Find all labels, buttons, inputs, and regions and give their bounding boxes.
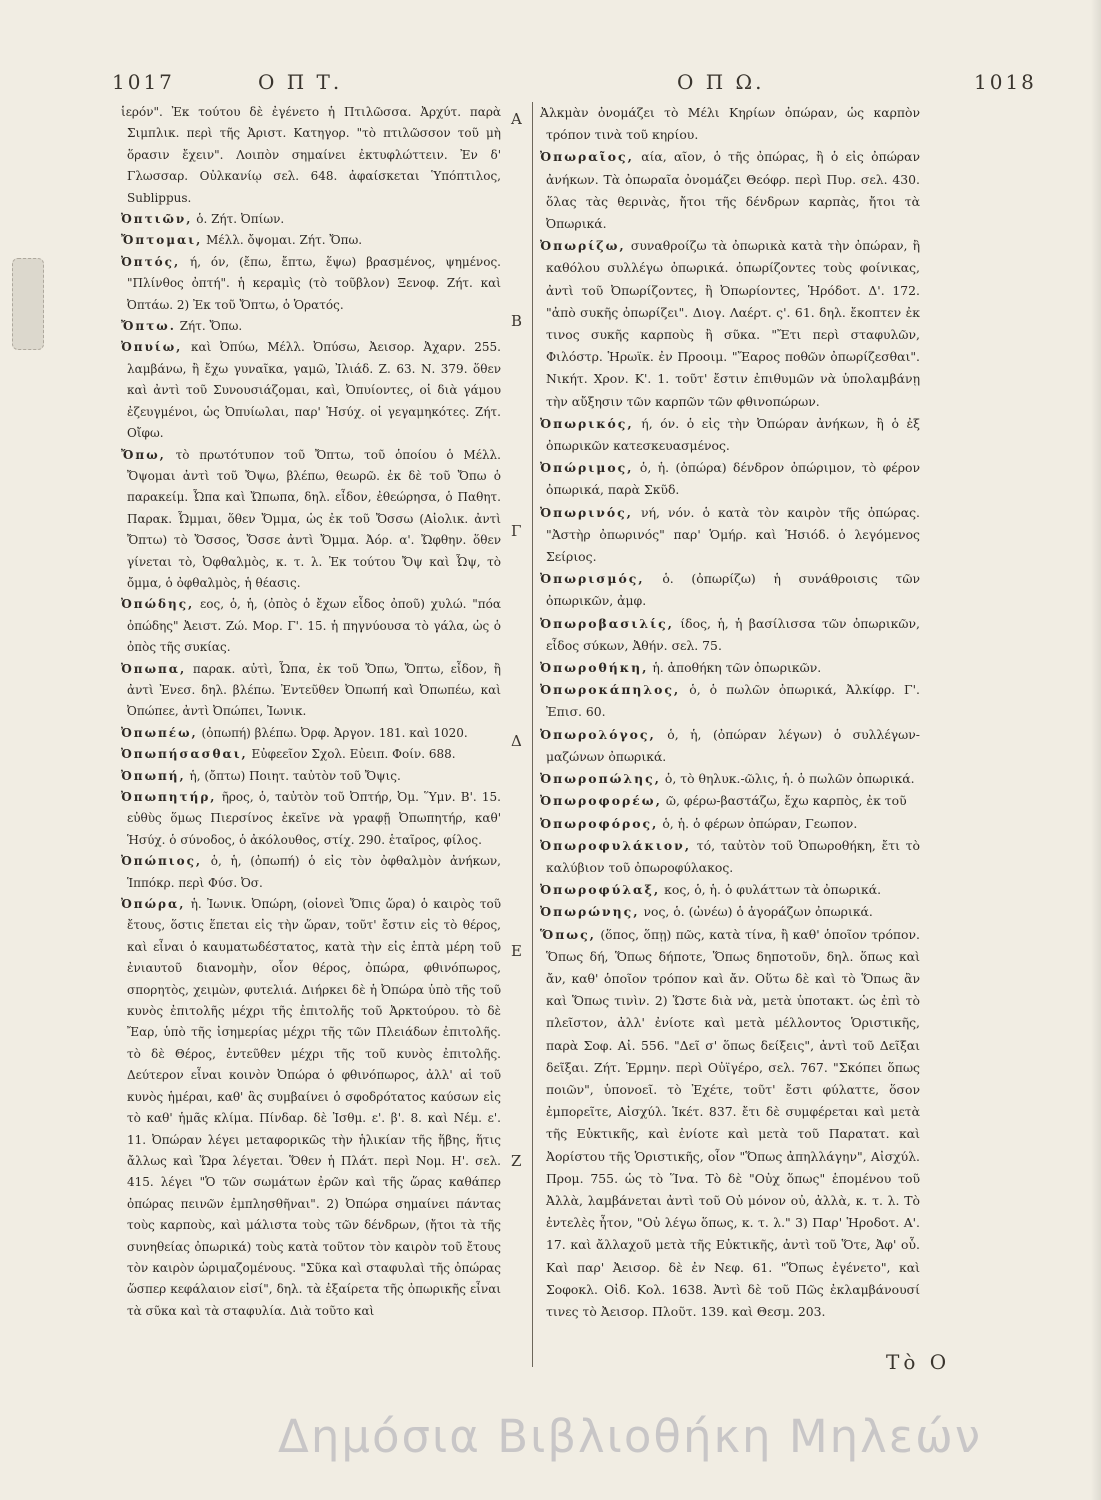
margin-letter: Β (511, 312, 523, 330)
entry-headword: Ὀπωροφόρος, (540, 815, 659, 831)
margin-letter: Ζ (511, 1152, 522, 1170)
dictionary-entry (121, 851, 501, 894)
dictionary-entry (540, 724, 920, 768)
library-watermark: Δημόσια Βιβλιοθήκη Μηλεών (278, 1410, 982, 1463)
dictionary-entry (121, 209, 501, 230)
entry-text: ὁ, ἡ. ὁ φέρων ὀπώραν, Γεωπον. (662, 815, 858, 831)
entry-text: νος, ὁ. (ὠνέω) ὁ ἀγοράζων ὀπωρικά. (643, 904, 873, 920)
entry-text: ὁ, ὁ πωλῶν ὀπωρικά, Ἀλκίφρ. Γ'. Ἐπισ. 60. (546, 682, 920, 720)
dictionary-entry (540, 102, 920, 146)
dictionary-entry (540, 502, 920, 569)
entry-text: ἡ. Ἰωνικ. Ὀπώρη, (οἱονεὶ Ὄπις ὥρα) ὁ καιρὸς τοῦ ἔτους, ὅστις ἕπεται εἰς τὴν ὥραν, τοῦτ' ἔστιν εἰς τὸ θέρος, καὶ εἶναι ὁ καυματωδέστατος, κατὰ τὴν εἰς ἑπτὰ μέρη τοῦ ἐνιαυτοῦ διανομὴν, οἷον θέρος, ὀπώρα, φθινόπωρος, σπορητὸς, χειμὼν, φυτελιά. Διήρκει δὲ ἡ Ὀπώρα ὑπὸ τῆς τοῦ κυνὸς ἐπιτολῆς μέχρι τῆς ἐπιτολῆς τοῦ Ἀρκτούρου. τὸ δὲ Ἔαρ, ὑπὸ τῆς ἰσημερίας μέχρι τῆς τῶν Πλειάδων ἐπιτολῆς. τὸ δὲ Θέρος, ἐντεῦθεν μέχρι τῆς τοῦ κυνὸς ἐπιτολῆς. Δεύτερον εἶναι κοινὸν Ὀπώρα ὁ φθινόπωρος, ἀλλ' αἱ τοῦ κυνὸς ἡμέραι, καθ' ἃς συμβαίνει ὁ σφοδρότατος καύσων εἰς τὸ καθ' ἡμᾶς κλίμα. Πίνδαρ. δὲ Ἰσθμ. ε'. β'. 8. καὶ Νέμ. ε'. 11. Ὀπώραν λέγει μεταφορικῶς τὴν ἡλικίαν τῆς ἥβης, ἥτις ἄλλως καὶ Ὥρα λέγεται. Ὅθεν ἡ Πλάτ. περὶ Νομ. Η'. σελ. 415. λέγει "Ὁ τῶν σωμάτων ἐρῶν καὶ τῆς ὥρας καθάπερ ὀπώρας πεινῶν ἐμπλησθῆναι". 2) Ὀπώρα σημαίνει πάντας τοὺς καρποὺς, καὶ μάλιστα τοὺς τῶν δένδρων, (ἤτοι τὰ τῆς συνηθείας ὀπωρικά) τοὺς κατὰ τοῦτον τὸν καιρὸν τοῦ ἔτους τὸν καιρὸν ὡριμαζομένους. "Σῦκα καὶ σταφυλαὶ τῆς ὀπώρας ὥσπερ κεφάλαιον εἰσί", δηλ. τὰ ἐξαίρετα τῆς ὀπωρικῆς εἶναι τὰ σῦκα καὶ τὰ σταφυλία. Διὰ τοῦτο καὶ (127, 897, 501, 1318)
dictionary-entry (540, 568, 920, 612)
margin-letter: Α (511, 110, 522, 128)
dictionary-entry (540, 613, 920, 657)
entry-text: ὁ. (ὀπωρίζω) ἡ συνάθροισις τῶν ὀπωρικῶν, ἀμφ. (546, 571, 920, 609)
entry-headword: Ὀπωρικός, (540, 415, 634, 431)
entry-headword: Ὀπτιῶν, (121, 212, 193, 227)
entry-text: ἡ. ἀποθήκη τῶν ὀπωρικῶν. (652, 660, 822, 676)
entry-headword: Ὀπωπα, (121, 661, 187, 676)
entry-text: κος, ὁ, ἡ. ὁ φυλάττων τὰ ὀπωρικά. (664, 882, 882, 898)
left-column (121, 102, 501, 1322)
entry-headword: Ὀπωροθήκη, (540, 660, 649, 676)
entry-headword: Ὀπωροφύλαξ, (540, 882, 661, 898)
entry-headword: Ὀπτός, (121, 254, 181, 269)
entry-headword: Ὄπω, (121, 447, 166, 462)
entry-text: τό, ταὐτὸν τοῦ Ὀπωροθήκη, ἔτι τὸ καλύβιον τοῦ ὀπωροφύλακος. (546, 837, 920, 875)
dictionary-entry (121, 787, 501, 851)
entry-text: ὁ, ἡ. (ὀπώρα) δένδρον ὀπώριμον, τὸ φέρον ὀπωρικά, παρὰ Σκῦδ. (546, 460, 920, 498)
entry-text: ἱερόν". Ἐκ τούτου δὲ ἐγένετο ἡ Πτιλῶσσα. Ἀρχύτ. παρὰ Σιμπλικ. περὶ τῆς Ἀριστ. Κατηγορ. "τὸ πτιλῶσσον τοῦ μὴ ὅρασιν ἔχειν". Λοιπὸν σημαίνει ἐκτυφλώττειν. Ἐν δ' Γλωσσαρ. Οὐλκανίῳ σελ. 648. ἀφαίσκεται Ὑπόπτιλος, Sublippus. (121, 105, 501, 205)
entry-headword: Ὀπώρα, (121, 897, 186, 912)
entry-headword: Ὀπωροκάπηλος, (540, 682, 681, 698)
entry-text: (ὅπος, ὅπῃ) πῶς, κατὰ τίνα, ἢ καθ' ὁποῖον τρόπον. Ὅπως δή, Ὅπως δήποτε, Ὅπως δηποτοῦν, δηλ. ὅπως καὶ ἄν, καθ' ὁποῖον τρόπον καὶ ἄν. Οὕτω δὲ καὶ τὸ Ὅπως ἂν καὶ Ὅπως τινὶν. 2) Ὥστε διὰ νὰ, μετὰ ὑποτακτ. ὡς ἐπὶ τὸ πλεῖστον, ἀλλ' ἐνίοτε καὶ μετὰ μέλλοντος Ὁριστικῆς, παρὰ Σοφ. Αἰ. 556. "Δεῖ σ' ὅπως δείξεις", ἀντὶ τοῦ Δεῖξαι δεῖξαι. Ζήτ. Ἑρμην. περὶ Οὐϊγέρο, σελ. 767. "Σκόπει ὅπως ποιῶν", ὑπονοεῖ. τὸ Ἐχέτε, τοῦτ' ἔστι φύλαττε, ὅσον ἐμπορεῖτε, Αἰσχύλ. Ἱκέτ. 837. ἔτι δὲ συμφέρεται καὶ μετὰ τῆς Εὐκτικῆς, καὶ ἐνίοτε καὶ μετὰ τοῦ Παρατατ. καὶ Ἀορίστου τῆς Ὁριστικῆς, οἷον "Ὅπως ἀπηλλάγην", Αἰσχύλ. Προμ. 755. ὡς τὸ Ἵνα. Τὸ δὲ "Οὐχ ὅπως" ἑπομένου τοῦ Ἀλλὰ, λαμβάνεται ἀντὶ τοῦ Οὐ μόνον οὐ, ἀλλὰ, κ. τ. λ. Τὸ ἐντελὲς ἦτον, "Οὐ λέγω ὅπως, κ. τ. λ." 3) Παρ' Ἡροδοτ. Α'. 17. καὶ ἄλλαχοῦ μετὰ τῆς Εὐκτικῆς, ἀντὶ τοῦ Ὅτε, Ἀφ' οὗ. Καὶ παρ' Ἀεισορ. δὲ ἐν Νεφ. 61. "Ὅπως ἐγένετο", καὶ Σοφοκλ. Οἰδ. Κολ. 1638. Ἀντὶ δὲ τοῦ Πῶς ἐκλαμβάνουσί τινες τὸ Ἀεισορ. Πλοῦτ. 139. καὶ Θεσμ. 203. (546, 926, 920, 1319)
entry-text: ὁ. Ζήτ. Ὀπίων. (196, 212, 285, 227)
entry-headword: Ὀπώριμος, (540, 460, 634, 476)
entry-text: (ὀπωπή) βλέπω. Ὀρφ. Ἀργον. 181. καὶ 1020. (201, 725, 468, 740)
dictionary-entry (121, 337, 501, 444)
margin-letter: Γ (511, 522, 522, 540)
entry-text: παρακ. αὐτὶ, Ὦπα, ἐκ τοῦ Ὄπω, Ὄπτω, εἶδον, ἢ ἀντὶ Ἐνεσ. δηλ. βλέπω. Ἐντεῦθεν Ὀπωπή καὶ Ὀπωπέω, καὶ Ὀπώπεε, ἀντὶ Ὀπώπει, Ἰωνικ. (127, 661, 501, 719)
dictionary-entry (121, 102, 501, 209)
dictionary-entry (540, 901, 920, 923)
dictionary-entry (540, 457, 920, 501)
dictionary-entry (540, 790, 920, 812)
entry-headword: Ὀπωροβασιλίς, (540, 615, 674, 631)
dictionary-entry (540, 879, 920, 901)
entry-headword: Ὀπωπήσασθαι, (121, 747, 248, 762)
entry-text: Ζήτ. Ὄπω. (179, 319, 243, 334)
left-page-number: 1017 (112, 70, 175, 94)
entry-text: Ἀλκμὰν ὀνομάζει τὸ Μέλι Κηρίων ὀπώραν, ὡς καρπὸν τρόπον τινὰ τοῦ κηρίου. (540, 105, 920, 143)
right-running-headword: Ο Π Ω. (677, 70, 765, 94)
dictionary-entry (121, 316, 501, 337)
dictionary-entry (540, 768, 920, 790)
margin-letter: Δ (511, 732, 522, 750)
entry-headword: Ὀπωρινός, (540, 504, 633, 520)
entry-headword: Ὀπωπητήρ, (121, 790, 217, 804)
entry-text: ή, όν, (ἔπω, ἔπτω, ἕψω) βρασμένος, ψημένος. "Πλίνθος ὀπτή". ἡ κεραμὶς (τὸ τοῦβλον) Ξενοφ. Ζήτ. καὶ Ὀπτάω. 2) Ἐκ τοῦ Ὄπτω, ὁ Ὁρατός. (127, 254, 501, 312)
library-stamp (12, 258, 44, 350)
entry-text: ίδος, ἡ, ἡ βασίλισσα τῶν ὀπωρικῶν, εἶδος σύκων, Ἀθήν. σελ. 75. (546, 615, 920, 653)
entry-headword: Ὀπωρισμός, (540, 571, 645, 587)
entry-text: τὸ πρωτότυπον τοῦ Ὄπτω, τοῦ ὁποίου ὁ Μέλλ. Ὄψομαι ἀντὶ τοῦ Ὄψω, βλέπω, θεωρῶ. ἐκ δὲ τοῦ Ὄπω ὁ παρακείμ. Ὦπα καὶ Ὤπωπα, δηλ. εἶδον, ἐθεώρησα, ὁ Παθητ. Παρακ. Ὦμμαι, ὅθεν Ὄμμα, ὡς ἐκ τοῦ Ὄσσω (Αἰολικ. ἀντὶ Ὄπτω) τὸ Ὄσσος, Ὄσσε ἀντὶ Ὄμμα. Ἀόρ. α'. Ὤφθην. ὅθεν γίνεται τὸ, Ὀφθαλμὸς, κ. τ. λ. Ἐκ τούτου Ὄψ καὶ Ὦψ, τὸ ὄμμα, ὁ ὀφθαλμὸς, ἡ θέασις. (127, 447, 501, 590)
right-page-number: 1018 (974, 70, 1037, 94)
page-edge-shadow (1091, 0, 1101, 1500)
entry-text: Μέλλ. ὄψομαι. Ζήτ. Ὄπω. (206, 233, 363, 248)
dictionary-entry (121, 894, 501, 1322)
entry-headword: Ὀπωροφορέω, (540, 793, 662, 809)
column-divider (532, 102, 533, 1367)
dictionary-entry (121, 230, 501, 251)
dictionary-entry (540, 146, 920, 235)
entry-headword: Ὀπωροφυλάκιον, (540, 837, 692, 853)
entry-headword: Ὀπωρίζω, (540, 238, 626, 254)
entry-headword: Ὀπωροπώλης, (540, 771, 661, 787)
entry-headword: Ὀπωπέω, (121, 725, 198, 740)
entry-headword: Ὀπωπή, (121, 768, 186, 783)
dictionary-entry (540, 657, 920, 679)
entry-headword: Ὀπώδης, (121, 597, 195, 612)
dictionary-entry (540, 924, 920, 1324)
dictionary-entry (121, 766, 501, 787)
dictionary-entry (121, 659, 501, 723)
entry-text: ὁ, τὸ θηλυκ.-ῶλις, ἡ. ὁ πωλῶν ὀπωρικά. (664, 771, 915, 787)
catchword: Τὸ Ο (886, 1350, 951, 1374)
dictionary-entry (121, 594, 501, 658)
margin-letter: Ε (511, 942, 522, 960)
entry-text: νή, νόν. ὁ κατὰ τὸν καιρὸν τῆς ὀπώρας. "Ἀστὴρ ὀπωρινός" παρ' Ὁμήρ. καὶ Ἡσιόδ. ὁ λεγόμενος Σείριος. (546, 504, 920, 565)
entry-text: ῶ, φέρω-βαστάζω, ἔχω καρπὸς, ἐκ τοῦ (665, 793, 907, 809)
entry-headword: Ὀπωραῖος, (540, 149, 634, 165)
entry-text: καὶ Ὀπύω, Μέλλ. Ὀπύσω, Ἀεισορ. Ἀχαρν. 255. λαμβάνω, ἢ ἔχω γυναῖκα, γαμῶ, Ἰλιάδ. Ζ. 63. Ν. 379. ὅθεν καὶ ἀντὶ τοῦ Συνουσιάζομαι, καὶ, Ὀπυίοντες, οἱ διὰ γάμου ἐζευγμένοι, ὡς Ὀπυίωλαι, παρ' Ἡσύχ. οἱ γεγαμηκότες. Ζήτ. Οἴφω. (127, 340, 501, 441)
entry-headword: Ὀπωρώνης, (540, 904, 640, 920)
entry-text: ὁ, ἡ, (ὀπώραν λέγων) ὁ συλλέγων-μαζώνων ὀπωρικά. (546, 726, 920, 764)
left-running-headword: Ο Π Τ. (258, 70, 343, 94)
entry-text: αία, αῖον, ὁ τῆς ὀπώρας, ἢ ὁ εἰς ὀπώραν ἀνήκων. Τὰ ὀπωραῖα ὀνομάζει Θεόφρ. περὶ Πυρ. σελ. 430. ὅλας τὰς θερινὰς, ἤτοι τῆς δένδρων καρπὰς, ἤτοι τὰ Ὀπωρικά. (546, 149, 920, 232)
entry-headword: Ὅπως, (540, 926, 596, 942)
entry-text: Εὐφεεῖον Σχολ. Εὐειπ. Φοίν. 688. (251, 747, 456, 762)
entry-text: ἡ, (ὄπτω) Ποιητ. ταὐτὸν τοῦ Ὄψις. (189, 768, 401, 783)
entry-headword: Ὀπώπιος, (121, 854, 203, 869)
dictionary-entry (540, 235, 920, 413)
dictionary-entry (540, 679, 920, 723)
dictionary-entry (540, 835, 920, 879)
dictionary-entry (121, 252, 501, 316)
entry-headword: Ὄπτομαι, (121, 233, 203, 248)
right-column (540, 102, 920, 1323)
dictionary-entry (540, 413, 920, 457)
entry-headword: Ὀπυίω, (121, 340, 183, 355)
entry-text: συναθροίζω τὰ ὀπωρικὰ κατὰ τὴν ὀπώραν, ἢ καθόλου συλλέγω ὀπωρικά. ὀπωρίζοντες τοὺς φοίνικας, ἀντὶ τοῦ Ὀπωρίζοντες, ἢ Ὀπωρίοντες, Ἡρόδοτ. Δ'. 172. "ἀπὸ συκῆς ὀπωρίζει". Διογ. Λαέρτ. ς'. 61. δηλ. ἔκοπτεν ἐκ τινος συκῆς καρποὺς ἢ σῦκα. "Ἔτι περὶ σταφυλῶν, Φιλόστρ. Ἡρωϊκ. ἐν Προοιμ. "Ἔαρος ποθῶν ὀπωρίζεσθαι". Νικήτ. Χρον. Κ'. 1. τοῦτ' ἔστιν ἐπιθυμῶν νὰ ὑπολαμβάνῃ τὴν αὔξησιν τῶν καρπῶν τῶν φθινοπώρων. (546, 238, 920, 409)
entry-text: εος, ὁ, ἡ, (ὀπὸς ὁ ἔχων εἶδος ὀποῦ) χυλώ. "πόα ὀπώδης" Ἀειστ. Ζώ. Μορ. Γ'. 15. ἡ πηγνύουσα τὸ γάλα, ὡς ὁ ὀπὸς τῆς συκίας. (127, 597, 501, 655)
dictionary-entry (121, 744, 501, 765)
entry-headword: Ὄπτω. (121, 319, 176, 334)
entry-text: ῆρος, ὁ, ταὐτὸν τοῦ Ὀπτήρ, Ὀμ. Ὕμν. Β'. 15. εὐθὺς ὅμως Πιερσίνος ἐκεῖνε νὰ γραφῇ Ὀπωπητήρ, καθ' Ἡσύχ. ὁ σύνοδος, ὁ ἀκόλουθος, στίχ. 290. ἑταῖρος, φίλος. (127, 790, 501, 847)
entry-headword: Ὀπωρολόγος, (540, 726, 656, 742)
entry-text: ή, όν. ὁ εἰς τὴν Ὀπώραν ἀνήκων, ἢ ὁ ἐξ ὀπωρικῶν κατεσκευασμένος. (546, 415, 920, 454)
dictionary-entry (540, 813, 920, 835)
dictionary-entry (121, 445, 501, 595)
dictionary-entry (121, 723, 501, 744)
entry-text: ὁ, ἡ, (ὀπωπή) ὁ εἰς τὸν ὀφθαλμὸν ἀνήκων, Ἱππόκρ. περὶ Φύσ. Ὀσ. (127, 854, 501, 890)
